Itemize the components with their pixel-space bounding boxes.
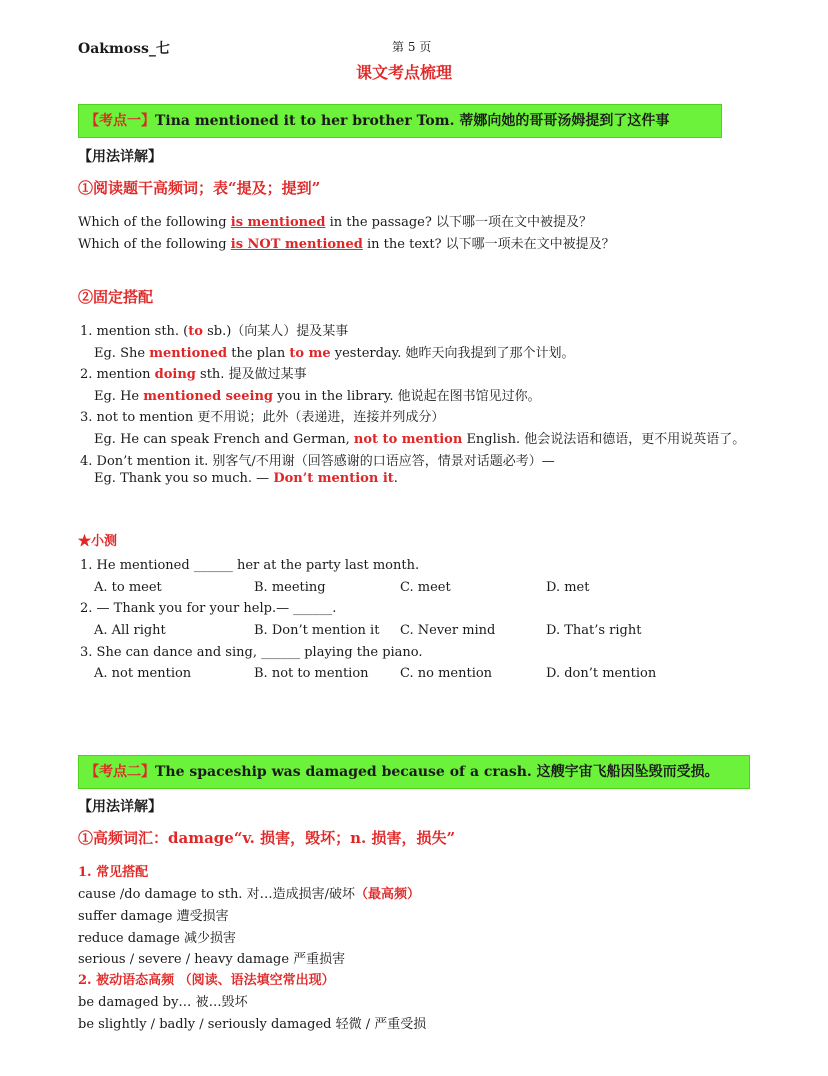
point-two-banner (78, 755, 750, 789)
collocation-line: reduce damage 减少损害 (78, 931, 237, 946)
quiz-option: D. That’s right (546, 623, 642, 638)
collocation-line: be slightly / badly / seriously damaged 轻微 / 严重受损 (78, 1017, 427, 1032)
point-one-label: 【考点一】 (85, 113, 155, 129)
subsection-title: ①阅读题干高频词；表“提及；提到” (78, 179, 321, 197)
collocation-line: be damaged by… 被…毁坏 (78, 995, 248, 1010)
collocation-item: 4. Don’t mention it. 别客气/不用谢（回答感谢的口语应答，情景对话题必考）— (80, 454, 555, 469)
example-question-line: Which of the following is NOT mentioned in the text? 以下哪一项未在文中被提及？ (78, 237, 615, 252)
quiz-option: D. don’t mention (546, 666, 657, 681)
quiz-option: A. not mention (94, 666, 192, 681)
subsection-title: ①高频词汇：damage“v. 损害，毁坏；n. 损害，损失” (78, 829, 456, 847)
passive-heading: 2. 被动语态高频 （阅读、语法填空常出现） (78, 973, 335, 988)
collocation-line: cause /do damage to sth. 对…造成损害/破坏（最高频） (78, 887, 420, 902)
usage-heading: 【用法详解】 (78, 149, 162, 165)
collocation-example: Eg. He mentioned seeing you in the library. 他说起在图书馆见过你。 (94, 389, 541, 404)
collocation-item: 2. mention doing sth. 提及做过某事 (80, 367, 307, 382)
quiz-question: 1. He mentioned ______ her at the party last month. (80, 558, 420, 573)
point-one-sentence: Tina mentioned it to her brother Tom. 蒂娜向她的哥哥汤姆提到了这件事 (155, 113, 670, 129)
quiz-title: ★小测 (78, 534, 118, 549)
page-title: 课文考点梳理 (356, 63, 453, 82)
collocation-example: Eg. He can speak French and German, not to mention English. 他会说法语和德语，更不用说英语了。 (94, 432, 746, 447)
collocation-line: suffer damage 遭受损害 (78, 909, 229, 924)
collocation-example: Eg. Thank you so much. — Don’t mention it. (94, 471, 398, 486)
quiz-option: D. met (546, 580, 590, 595)
collocation-example: Eg. She mentioned the plan to me yesterday. 她昨天向我提到了那个计划。 (94, 346, 575, 361)
quiz-option: C. Never mind (400, 623, 496, 638)
collocation-item: 1. mention sth. (to sb.)（向某人）提及某事 (80, 324, 349, 339)
quiz-question: 2. — Thank you for your help.— ______. (80, 601, 337, 616)
collocation-heading: 1. 常见搭配 (78, 865, 149, 880)
quiz-option: B. Don’t mention it (254, 623, 380, 638)
quiz-question: 3. She can dance and sing, ______ playing the piano. (80, 645, 423, 660)
quiz-option: A. to meet (94, 580, 162, 595)
point-two-sentence: The spaceship was damaged because of a crash. 这艘宇宙飞船因坠毁而受损。 (155, 764, 719, 780)
page-number: 第 5 页 (392, 40, 432, 54)
quiz-option: A. All right (94, 623, 166, 638)
quiz-option: C. no mention (400, 666, 493, 681)
example-question-line: Which of the following is mentioned in the passage? 以下哪一项在文中被提及？ (78, 215, 592, 230)
point-two-label: 【考点二】 (85, 764, 155, 780)
collocation-line: serious / severe / heavy damage 严重损害 (78, 952, 346, 967)
collocation-item: 3. not to mention 更不用说；此外（表递进，连接并列成分） (80, 410, 445, 425)
point-one-banner (78, 104, 722, 138)
quiz-option: B. not to mention (254, 666, 369, 681)
author-label: Oakmoss_七 (78, 41, 170, 57)
quiz-option: B. meeting (254, 580, 326, 595)
usage-heading: 【用法详解】 (78, 799, 162, 815)
subsection-title: ②固定搭配 (78, 288, 154, 306)
quiz-option: C. meet (400, 580, 451, 595)
